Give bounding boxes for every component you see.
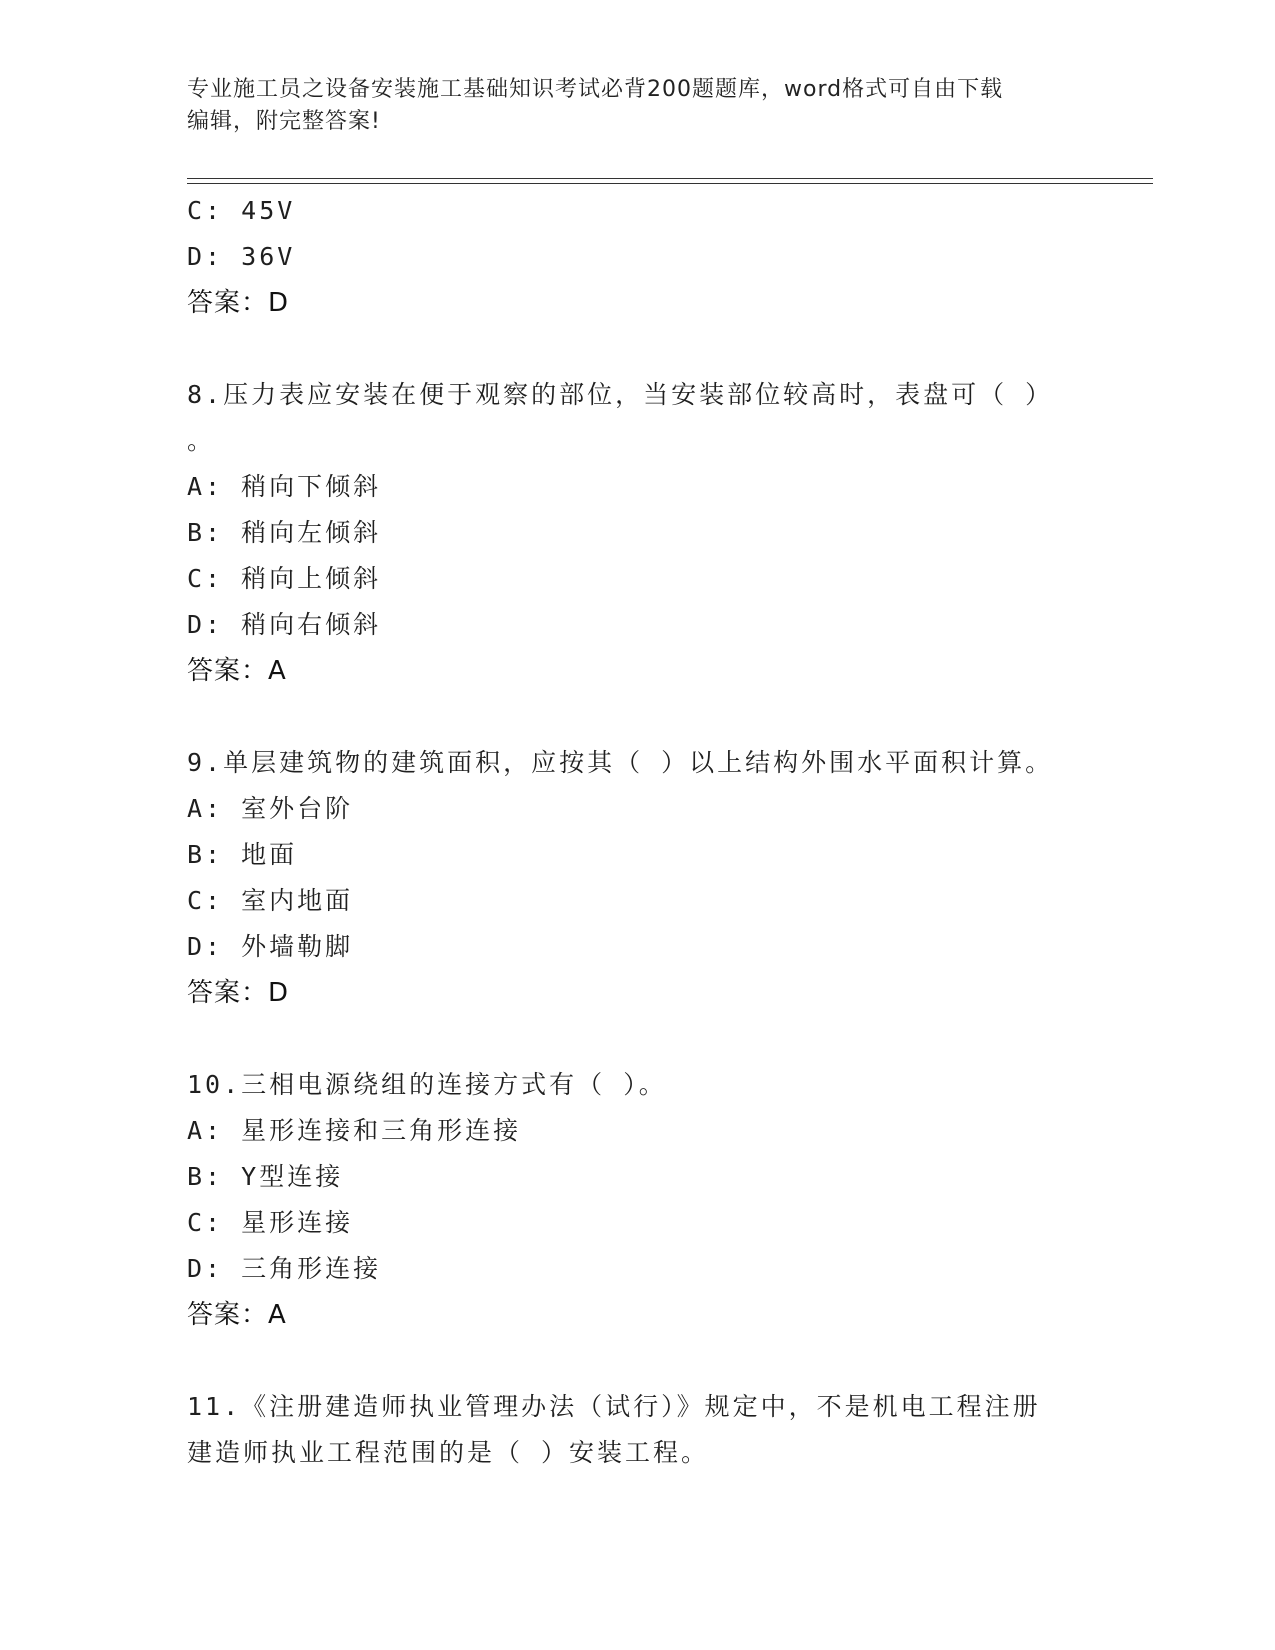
- option-b: B: 稍向左倾斜: [187, 518, 382, 547]
- question-11: [187, 1384, 1153, 1476]
- question-stem-continuation: 建造师执业工程范围的是（ ）安装工程。: [187, 1438, 710, 1467]
- header-divider-top: [187, 178, 1153, 179]
- option-d: D: 36V: [187, 242, 296, 271]
- header-title-line-1: 专业施工员之设备安装施工基础知识考试必背200题题库，word格式可自由下载: [187, 77, 1004, 102]
- option-d: D: 三角形连接: [187, 1254, 382, 1283]
- question-stem-continuation: 。: [187, 426, 216, 455]
- question-stem: 8.压力表应安装在便于观察的部位，当安装部位较高时，表盘可（ ）: [187, 380, 1054, 409]
- option-b: B: 地面: [187, 840, 298, 869]
- option-c: C: 室内地面: [187, 886, 354, 915]
- option-d: D: 稍向右倾斜: [187, 610, 382, 639]
- question-8: [187, 372, 1153, 694]
- spacer: [187, 694, 1153, 740]
- question-9: [187, 740, 1153, 1016]
- option-a: A: 室外台阶: [187, 794, 354, 823]
- document-header: [187, 74, 1087, 138]
- option-c: C: 星形连接: [187, 1208, 354, 1237]
- document-body: [187, 188, 1153, 1476]
- question-stem: 10.三相电源绕组的连接方式有（ ）。: [187, 1070, 667, 1099]
- option-a: A: 稍向下倾斜: [187, 472, 382, 501]
- question-stem: 11.《注册建造师执业管理办法（试行）》规定中，不是机电工程注册: [187, 1392, 1041, 1421]
- spacer: [187, 1338, 1153, 1384]
- question-10: [187, 1062, 1153, 1338]
- option-b: B: Y型连接: [187, 1162, 344, 1191]
- option-d: D: 外墙勒脚: [187, 932, 354, 961]
- option-c: C: 45V: [187, 196, 296, 225]
- spacer: [187, 1016, 1153, 1062]
- answer-line: 答案：A: [187, 656, 287, 686]
- question-stem: 9.单层建筑物的建筑面积，应按其（ ）以上结构外围水平面积计算。: [187, 748, 1054, 777]
- option-a: A: 星形连接和三角形连接: [187, 1116, 522, 1145]
- previous-question-tail: [187, 188, 1153, 326]
- header-divider-bottom: [187, 183, 1153, 184]
- answer-line: 答案：D: [187, 288, 290, 318]
- spacer: [187, 326, 1153, 372]
- option-c: C: 稍向上倾斜: [187, 564, 382, 593]
- answer-line: 答案：D: [187, 978, 290, 1008]
- answer-line: 答案：A: [187, 1300, 287, 1330]
- header-title-line-2: 编辑，附完整答案!: [187, 109, 381, 134]
